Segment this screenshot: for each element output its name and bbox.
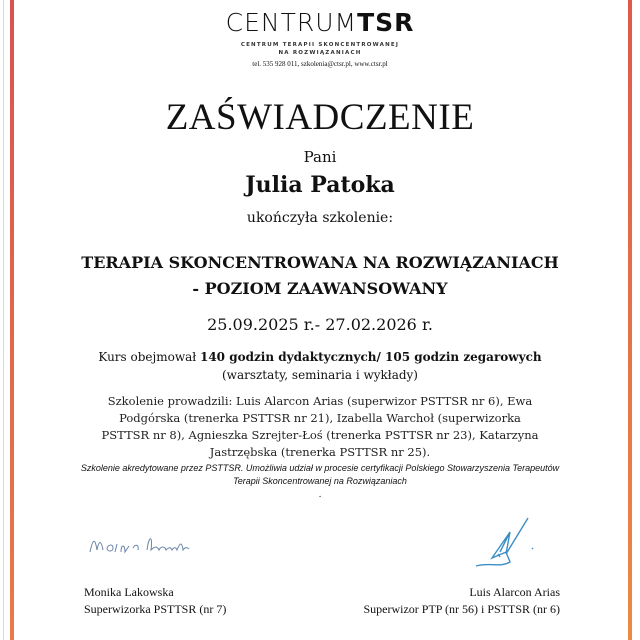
signature-right bbox=[470, 512, 550, 572]
accreditation-note: Szkolenie akredytowane przez PSTTSR. Umożliwia udział w procesie certyfikacji Polskiego Stowarzyszenia Terapeutów Terapii Skoncentrowanej na Rozwiązaniach bbox=[80, 463, 560, 486]
signer-role-right: Superwizor PTP (nr 56) i PSTTSR (nr 6) bbox=[363, 602, 560, 616]
logo-text-bold: TSR bbox=[357, 8, 415, 37]
signature-block-left bbox=[84, 584, 226, 618]
signature-block-right bbox=[363, 584, 560, 618]
hours-prefix: Kurs obejmował bbox=[98, 350, 200, 364]
recipient-name: Julia Patoka bbox=[245, 172, 395, 198]
completed-text: ukończyła szkolenie: bbox=[246, 210, 394, 226]
course-line1: TERAPIA SKONCENTROWANA NA ROZWIĄZANIACH bbox=[81, 253, 559, 272]
contact-info: tel. 535 928 011, szkolenia@ctsr.pl, www.ctsr.pl bbox=[252, 60, 388, 68]
dot: . bbox=[318, 490, 322, 500]
course-name bbox=[0, 250, 640, 302]
hours-note: (warsztaty, seminaria i wykłady) bbox=[221, 368, 418, 382]
signature-left bbox=[85, 530, 205, 560]
course-line2: - POZIOM ZAAWANSOWANY bbox=[192, 279, 448, 298]
logo bbox=[0, 8, 640, 37]
course-dates: 25.09.2025 r.- 27.02.2026 r. bbox=[207, 315, 433, 334]
course-hours bbox=[0, 348, 640, 384]
logo-subtitle bbox=[0, 41, 640, 57]
hours-bold: 140 godzin dydaktycznych/ 105 godzin zegarowych bbox=[199, 350, 542, 364]
subtitle-line1: CENTRUM TERAPII SKONCENTROWANEJ bbox=[240, 42, 400, 48]
signer-name-left: Monika Lakowska bbox=[84, 585, 174, 599]
subtitle-line2: NA ROZWIĄZANIACH bbox=[278, 50, 362, 56]
trainers: Szkolenie prowadzili: Luis Alarcon Arias (superwizor PSTTSR nr 6), Ewa Podgórska (trenerka PSTTSR nr 21), Izabella Warchoł (superwizorka PSTTSR nr 8), Agnieszka Szrejter-Łoś (trenerka PSTTSR nr 23), Katarzyna Jastrzębska (trenerka PSTTSR nr 25). bbox=[101, 394, 539, 459]
logo-text-light: CENTRUM bbox=[225, 8, 358, 37]
salutation: Pani bbox=[303, 148, 337, 166]
signer-name-right: Luis Alarcon Arias bbox=[469, 585, 560, 599]
certificate-title: ZAŚWIADCZENIE bbox=[165, 97, 475, 138]
signer-role-left: Superwizorka PSTTSR (nr 7) bbox=[84, 602, 227, 616]
